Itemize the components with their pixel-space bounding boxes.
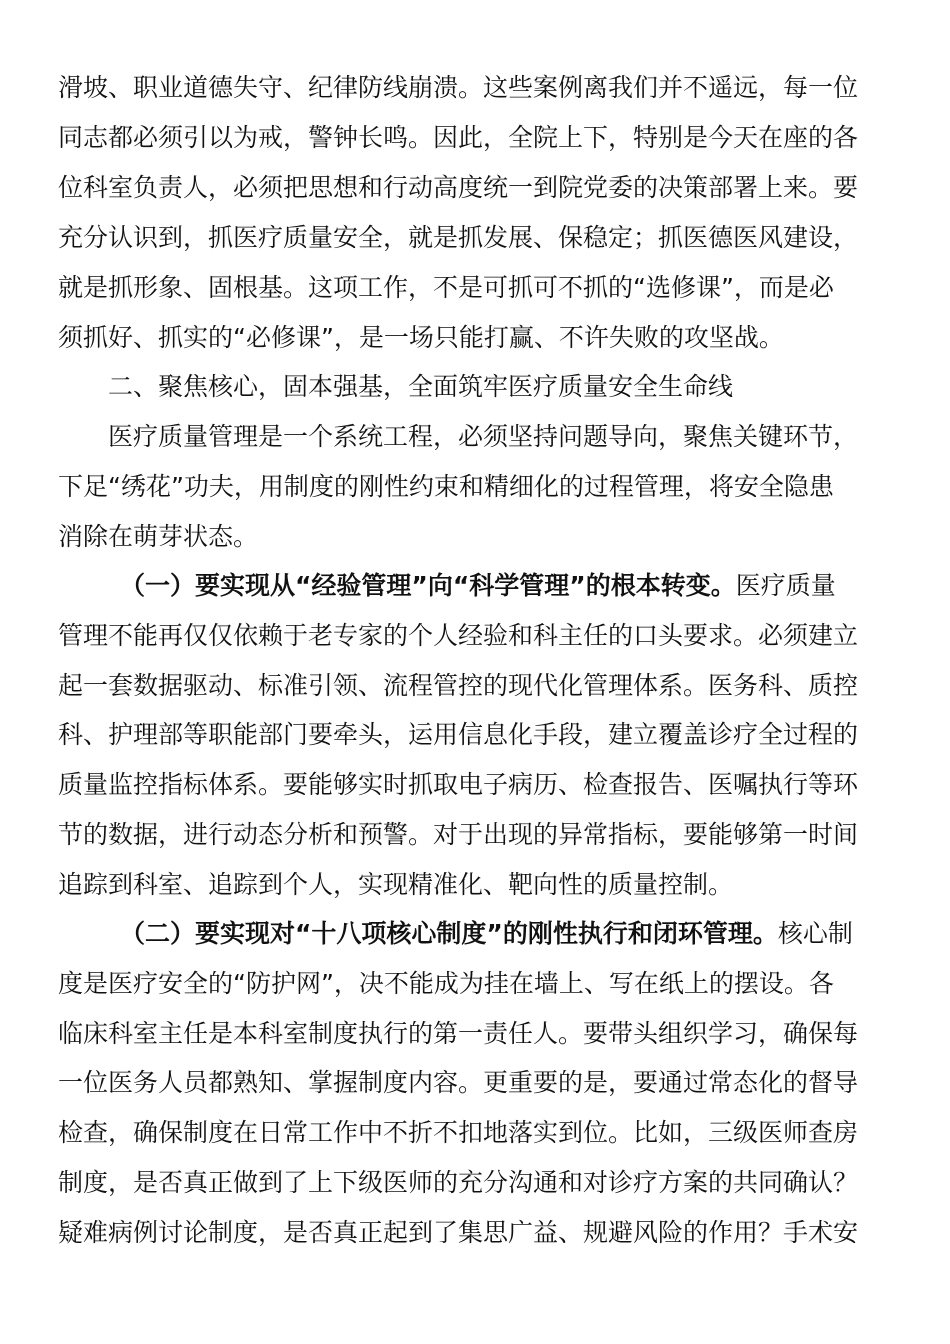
paragraph-line: 质量监控指标体系。要能够实时抓取电子病历、检查报告、医嘱执行等环 [58, 770, 859, 799]
paragraph-line: 起一套数据驱动、标准引领、流程管控的现代化管理体系。医务科、质控 [58, 671, 859, 700]
item-text-tail: 医疗质量 [735, 571, 836, 600]
item-first-line [120, 567, 888, 605]
section-heading: 二、聚焦核心，固本强基，全面筑牢医疗质量安全生命线 [108, 372, 734, 401]
item-heading: （二）要实现对“十八项核心制度”的刚性执行和闭环管理。 [120, 919, 778, 948]
paragraph-line: 同志都必须引以为戒，警钟长鸣。因此，全院上下，特别是今天在座的各 [58, 123, 859, 152]
paragraph-line: 追踪到科室、追踪到个人，实现精准化、靶向性的质量控制。 [58, 870, 734, 899]
paragraph-line: 充分认识到，抓医疗质量安全，就是抓发展、保稳定；抓医德医风建设， [58, 223, 859, 252]
item-text-tail: 核心制 [777, 919, 853, 948]
item-first-line [120, 915, 888, 953]
paragraph-line: 疑难病例讨论制度，是否真正起到了集思广益、规避风险的作用？手术安 [58, 1218, 859, 1247]
paragraph-line: 下足“绣花”功夫，用制度的刚性约束和精细化的过程管理，将安全隐患 [58, 472, 834, 501]
paragraph-line: 位科室负责人，必须把思想和行动高度统一到院党委的决策部署上来。要 [58, 173, 859, 202]
paragraph-line: 检查，确保制度在日常工作中不折不扣地落实到位。比如，三级医师查房 [58, 1118, 859, 1147]
paragraph-line: 滑坡、职业道德失守、纪律防线崩溃。这些案例离我们并不遥远，每一位 [58, 73, 859, 102]
paragraph-line: 度是医疗安全的“防护网”，决不能成为挂在墙上、写在纸上的摆设。各 [58, 969, 834, 998]
item-heading: （一）要实现从“经验管理”向“科学管理”的根本转变。 [120, 571, 736, 600]
paragraph-line: 须抓好、抓实的“必修课”，是一场只能打赢、不许失败的攻坚战。 [58, 323, 784, 352]
paragraph-line: 消除在萌芽状态。 [58, 522, 259, 551]
paragraph-line: 科、护理部等职能部门要牵头，运用信息化手段，建立覆盖诊疗全过程的 [58, 720, 859, 749]
paragraph-line: 就是抓形象、固根基。这项工作，不是可抓可不抓的“选修课”，而是必 [58, 273, 834, 302]
paragraph-line: 医疗质量管理是一个系统工程，必须坚持问题导向，聚焦关键环节， [108, 422, 859, 451]
paragraph-line: 管理不能再仅仅依赖于老专家的个人经验和科主任的口头要求。必须建立 [58, 621, 859, 650]
paragraph-line: 制度，是否真正做到了上下级医师的充分沟通和对诊疗方案的共同确认？ [58, 1168, 859, 1197]
paragraph-line: 节的数据，进行动态分析和预警。对于出现的异常指标，要能够第一时间 [58, 820, 859, 849]
paragraph-line: 一位医务人员都熟知、掌握制度内容。更重要的是，要通过常态化的督导 [58, 1068, 859, 1097]
paragraph-line: 临床科室主任是本科室制度执行的第一责任人。要带头组织学习，确保每 [58, 1019, 859, 1048]
